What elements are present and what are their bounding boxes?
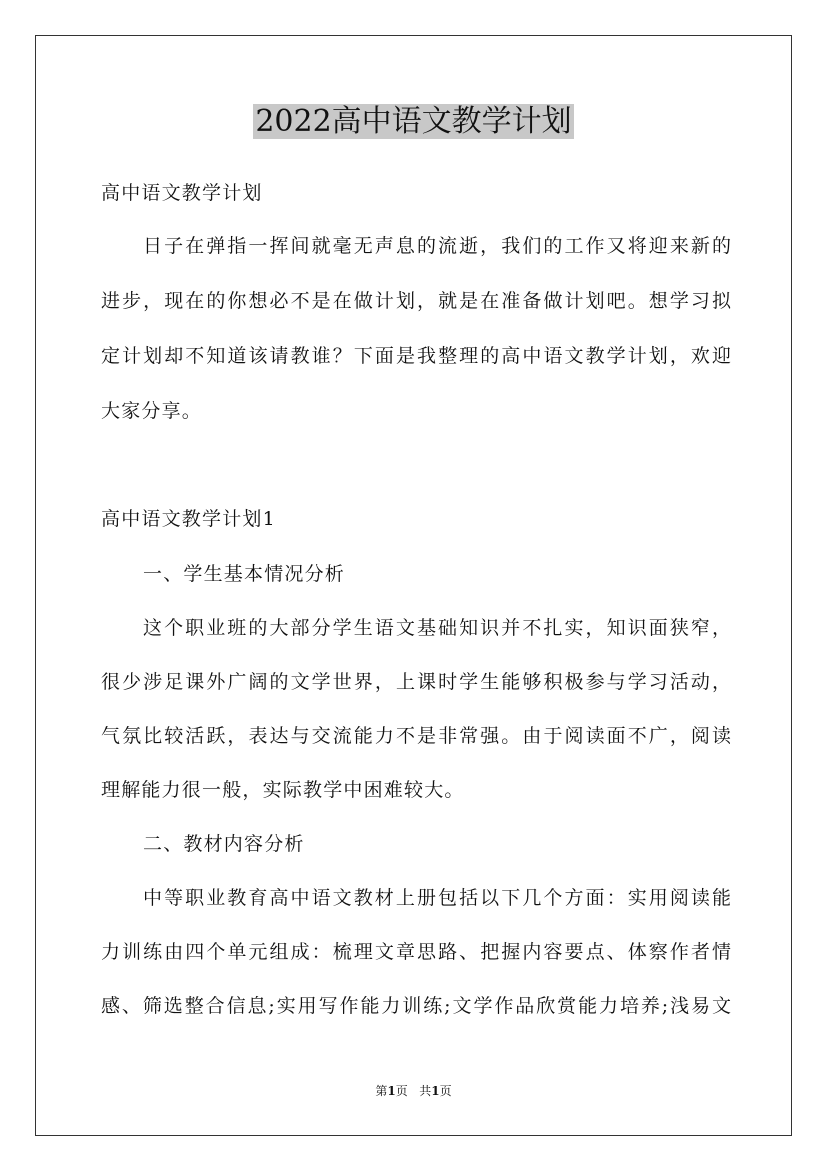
para1-line-4: 理解能力很一般，实际教学中困难较大。 (101, 779, 465, 801)
document-title (0, 100, 827, 144)
total-pages: 1 (431, 1084, 440, 1098)
intro-line-3: 定计划却不知道该请教谁？下面是我整理的高中语文教学计划，欢迎 (101, 345, 731, 367)
heading-textbook-analysis: 二、教材内容分析 (143, 833, 305, 855)
para1-line-3: 气氛比较活跃，表达与交流能力不是非常强。由于阅读面不广，阅读 (101, 725, 731, 747)
total-label-prefix: 共 (419, 1084, 432, 1098)
page-label-prefix: 第 (375, 1084, 388, 1098)
para2-line-3: 感、筛选整合信息;实用写作能力训练;文学作品欣赏能力培养;浅易文 (101, 995, 731, 1017)
subtitle: 高中语文教学计划 (101, 182, 263, 204)
para1-line-2: 很少涉足课外广阔的文学世界，上课时学生能够积极参与学习活动， (101, 671, 731, 693)
page-footer (0, 1082, 827, 1100)
page-label-suffix: 页 (395, 1084, 408, 1098)
para2-line-1: 中等职业教育高中语文教材上册包括以下几个方面：实用阅读能 (143, 887, 731, 909)
heading-student-analysis: 一、学生基本情况分析 (143, 563, 346, 585)
intro-line-1: 日子在弹指一挥间就毫无声息的流逝，我们的工作又将迎来新的 (143, 235, 731, 257)
document-title-text: 2022高中语文教学计划 (255, 104, 572, 139)
section-title: 高中语文教学计划1 (101, 508, 276, 530)
para2-line-2: 力训练由四个单元组成：梳理文章思路、把握内容要点、体察作者情 (101, 941, 731, 963)
para1-line-1: 这个职业班的大部分学生语文基础知识并不扎实，知识面狭窄， (143, 617, 731, 639)
total-label-suffix: 页 (439, 1084, 452, 1098)
intro-line-4: 大家分享。 (101, 400, 203, 422)
intro-line-2: 进步，现在的你想必不是在做计划，就是在准备做计划吧。想学习拟 (101, 290, 731, 312)
page-number: 1 (387, 1084, 396, 1098)
